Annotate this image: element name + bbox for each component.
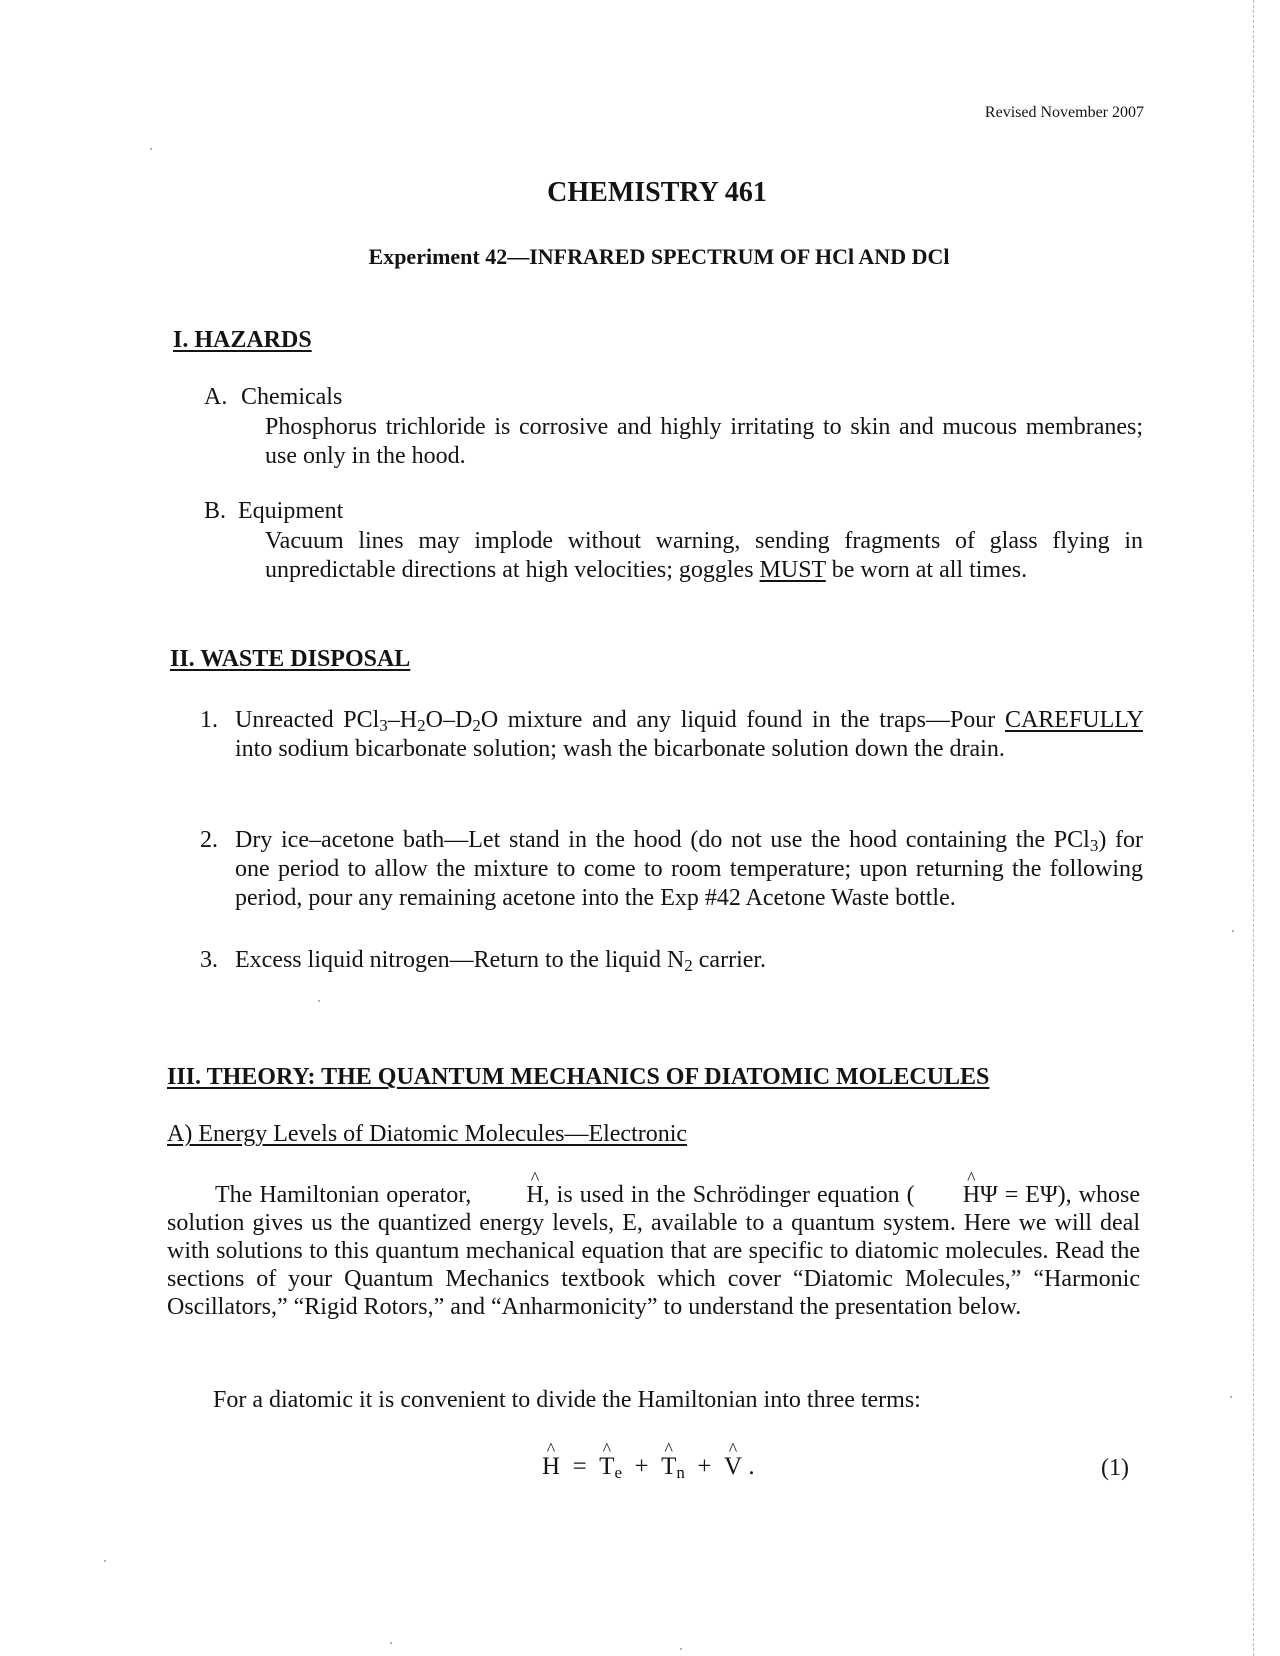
hazard-b-text: Vacuum lines may implode without warning, sending fragments of glass flying in unpredictable directions at high velocities; goggles MUST be worn at all times. <box>265 528 1143 583</box>
waste-item-3-number: 3. <box>200 947 218 973</box>
scan-speck <box>104 1560 106 1562</box>
equation-1: ^ H = ^ $T_e$ + ^ $T_n$ + ^ V . <box>542 1452 755 1481</box>
scan-speck <box>1230 1396 1232 1398</box>
scan-speck <box>680 1648 682 1650</box>
scan-speck <box>1232 930 1234 932</box>
must-emphasis: MUST <box>759 557 826 583</box>
scan-speck <box>318 1000 320 1002</box>
waste-heading: II. WASTE DISPOSAL <box>170 646 411 672</box>
theory-paragraph-1: The Hamiltonian operator, ^ H, is used in the Schrödinger equation (^ HΨ = EΨ), whose solution gives us the quantized energy levels, E, available to a quantum system. Here we will deal with solutions to this quantum mechanical equation that are specific to diatomic molecules. Read the sections of your Quantum Mechanics textbook which cover “Diatomic Molecules,” “Harmonic Oscillators,” “Rigid Rotors,” and “Anharmonicity” to understand the presentation below. <box>167 1181 1140 1321</box>
equation-1-number: (1) <box>1101 1455 1129 1481</box>
waste-item-1-text: Unreacted $PCl_3-H_2O-D_2O$ mixture and any liquid found in the traps—Pour CAREFULLY into sodium bicarbonate solution; wash the bicarbonate solution down the drain. <box>235 707 1143 762</box>
page-title: CHEMISTRY 461 <box>547 177 767 208</box>
carefully-emphasis: CAREFULLY <box>1004 707 1143 733</box>
hazard-b-title: Equipment <box>238 498 344 524</box>
hazard-a-label: A. <box>204 384 228 410</box>
waste-item-2-text: Dry ice–acetone bath—Let stand in the hood (do not use the hood containing the PCl$_3$) for one period to allow the mixture to come to room temperature; upon returning the following period, pour any remaining acetone into the Exp #42 Acetone Waste bottle. <box>235 827 1143 911</box>
hazards-heading: I. HAZARDS <box>173 327 312 353</box>
waste-item-2-number: 2. <box>200 827 218 853</box>
scan-speck <box>390 1642 392 1644</box>
waste-item-1-number: 1. <box>200 707 218 733</box>
scan-speck <box>150 148 152 150</box>
theory-subheading: A) Energy Levels of Diatomic Molecules—Electronic <box>167 1121 688 1147</box>
revision-date: Revised November 2007 <box>984 104 1144 121</box>
hazard-a-text: Phosphorus trichloride is corrosive and highly irritating to skin and mucous membranes; use only in the hood. <box>265 414 1143 469</box>
hazard-b-label: B. <box>204 498 227 524</box>
theory-paragraph-2: For a diatomic it is convenient to divide the Hamiltonian into three terms: <box>213 1387 921 1413</box>
hazard-a-title: Chemicals <box>241 384 343 410</box>
waste-item-3-text: Excess liquid nitrogen—Return to the liquid $N_2$ carrier. <box>235 947 767 975</box>
theory-heading: III. THEORY: THE QUANTUM MECHANICS OF DIATOMIC MOLECULES <box>167 1064 990 1090</box>
page-subtitle: Experiment 42—INFRARED SPECTRUM OF HCl AND DCl <box>368 244 950 269</box>
